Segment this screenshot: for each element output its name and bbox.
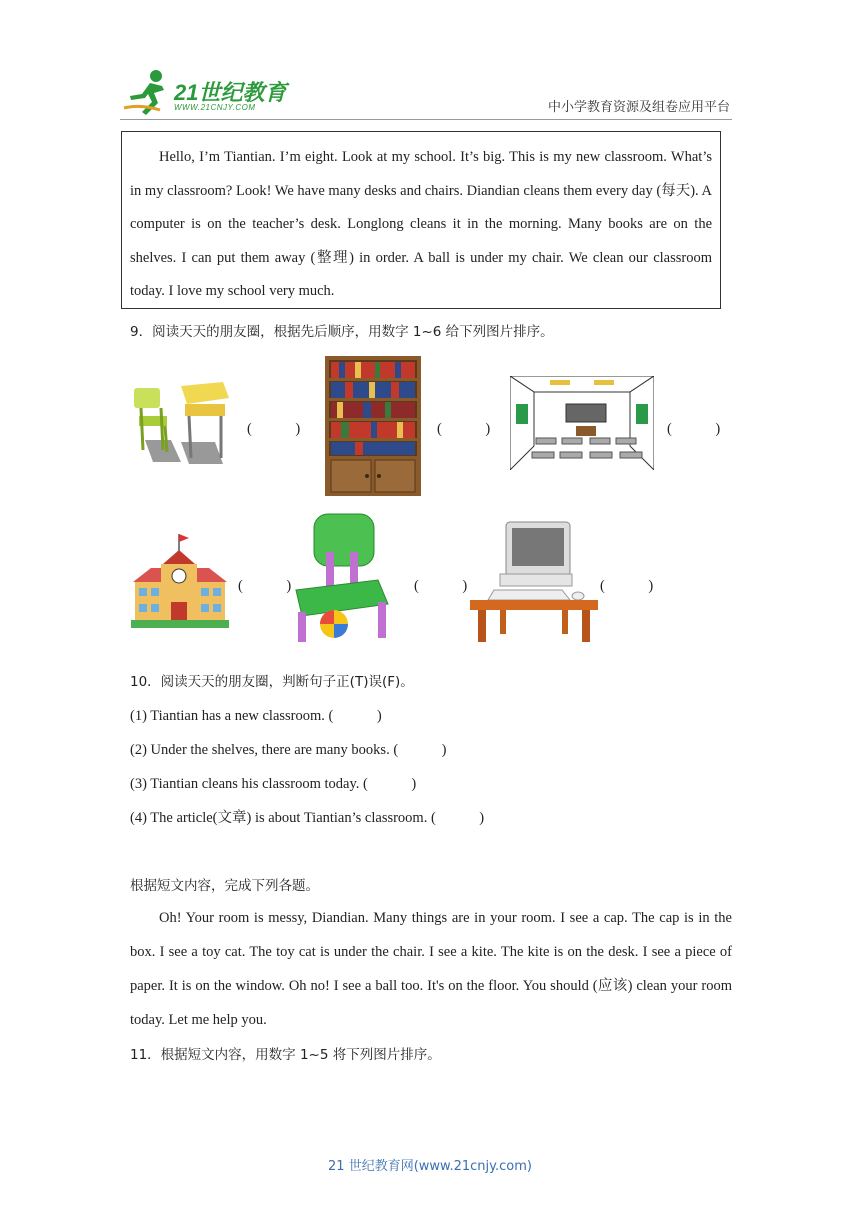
passage-text: Hello, I’m Tiantian. I’m eight. Look at my school. It’s big. This is my new classroom. What’s in my classroom? Look! We have many desks and chairs. Diandian cleans them every day (每天). A computer is on the teacher’s desk. Longlong cleans it in the morning. Many books are on the shelves. I can put them away (整理) in order. A ball is under my chair. We clean our classroom today. I love my school very much. [130, 149, 712, 300]
section-2-intro: 根据短文内容，完成下列各题。 [130, 878, 319, 894]
answer-paren-2[interactable]: ( ) [437, 421, 491, 437]
desk-and-chair-picture [131, 380, 231, 468]
q10-item-2[interactable]: (2) Under the shelves, there are many books. ( ) [130, 742, 447, 758]
logo-title: 21世纪教育 [174, 80, 287, 105]
q10-item-3[interactable]: (3) Tiantian cleans his classroom today. ( ) [130, 776, 417, 792]
runner-logo-icon [120, 68, 176, 116]
logo-subtitle: WWW.21CNJY.COM [174, 103, 256, 112]
chair-with-ball-picture [292, 512, 392, 642]
computer-on-desk-picture [470, 520, 598, 642]
q10-item-1[interactable]: (1) Tiantian has a new classroom. ( ) [130, 708, 382, 724]
passage-box [121, 131, 721, 309]
question-9-title: 9．阅读天天的朋友圈，根据先后顺序，用数字 1~6 给下列图片排序。 [130, 324, 554, 340]
answer-paren-4[interactable]: ( ) [238, 578, 292, 594]
question-10-title: 10．阅读天天的朋友圈，判断句子正(T)误(F)。 [130, 674, 414, 690]
answer-paren-6[interactable]: ( ) [600, 578, 654, 594]
passage-2-text: Oh! Your room is messy, Diandian. Many things are in your room. I see a cap. The cap is in the box. I see a toy cat. The toy cat is under the chair. I see a kite. The kite is on the desk. I see a piece of paper. It is on the window. Oh no! I see a ball too. It's on the floor. You should (应该) clean your room today. Let me help you. [130, 910, 732, 1028]
answer-paren-3[interactable]: ( ) [667, 421, 721, 437]
answer-paren-5[interactable]: ( ) [414, 578, 468, 594]
header-divider [120, 119, 732, 120]
q10-item-4[interactable]: (4) The article(文章) is about Tiantian’s classroom. ( ) [130, 810, 485, 826]
question-11-title: 11．根据短文内容，用数字 1~5 将下列图片排序。 [130, 1047, 441, 1063]
bookshelf-picture [325, 356, 421, 496]
header-platform-text: 中小学教育资源及组卷应用平台 [547, 100, 730, 115]
classroom-picture [510, 376, 654, 470]
school-building-picture [131, 530, 229, 628]
footer-text: 21 世纪教育网(www.21cnjy.com) [328, 1159, 532, 1174]
answer-paren-1[interactable]: ( ) [247, 421, 301, 437]
